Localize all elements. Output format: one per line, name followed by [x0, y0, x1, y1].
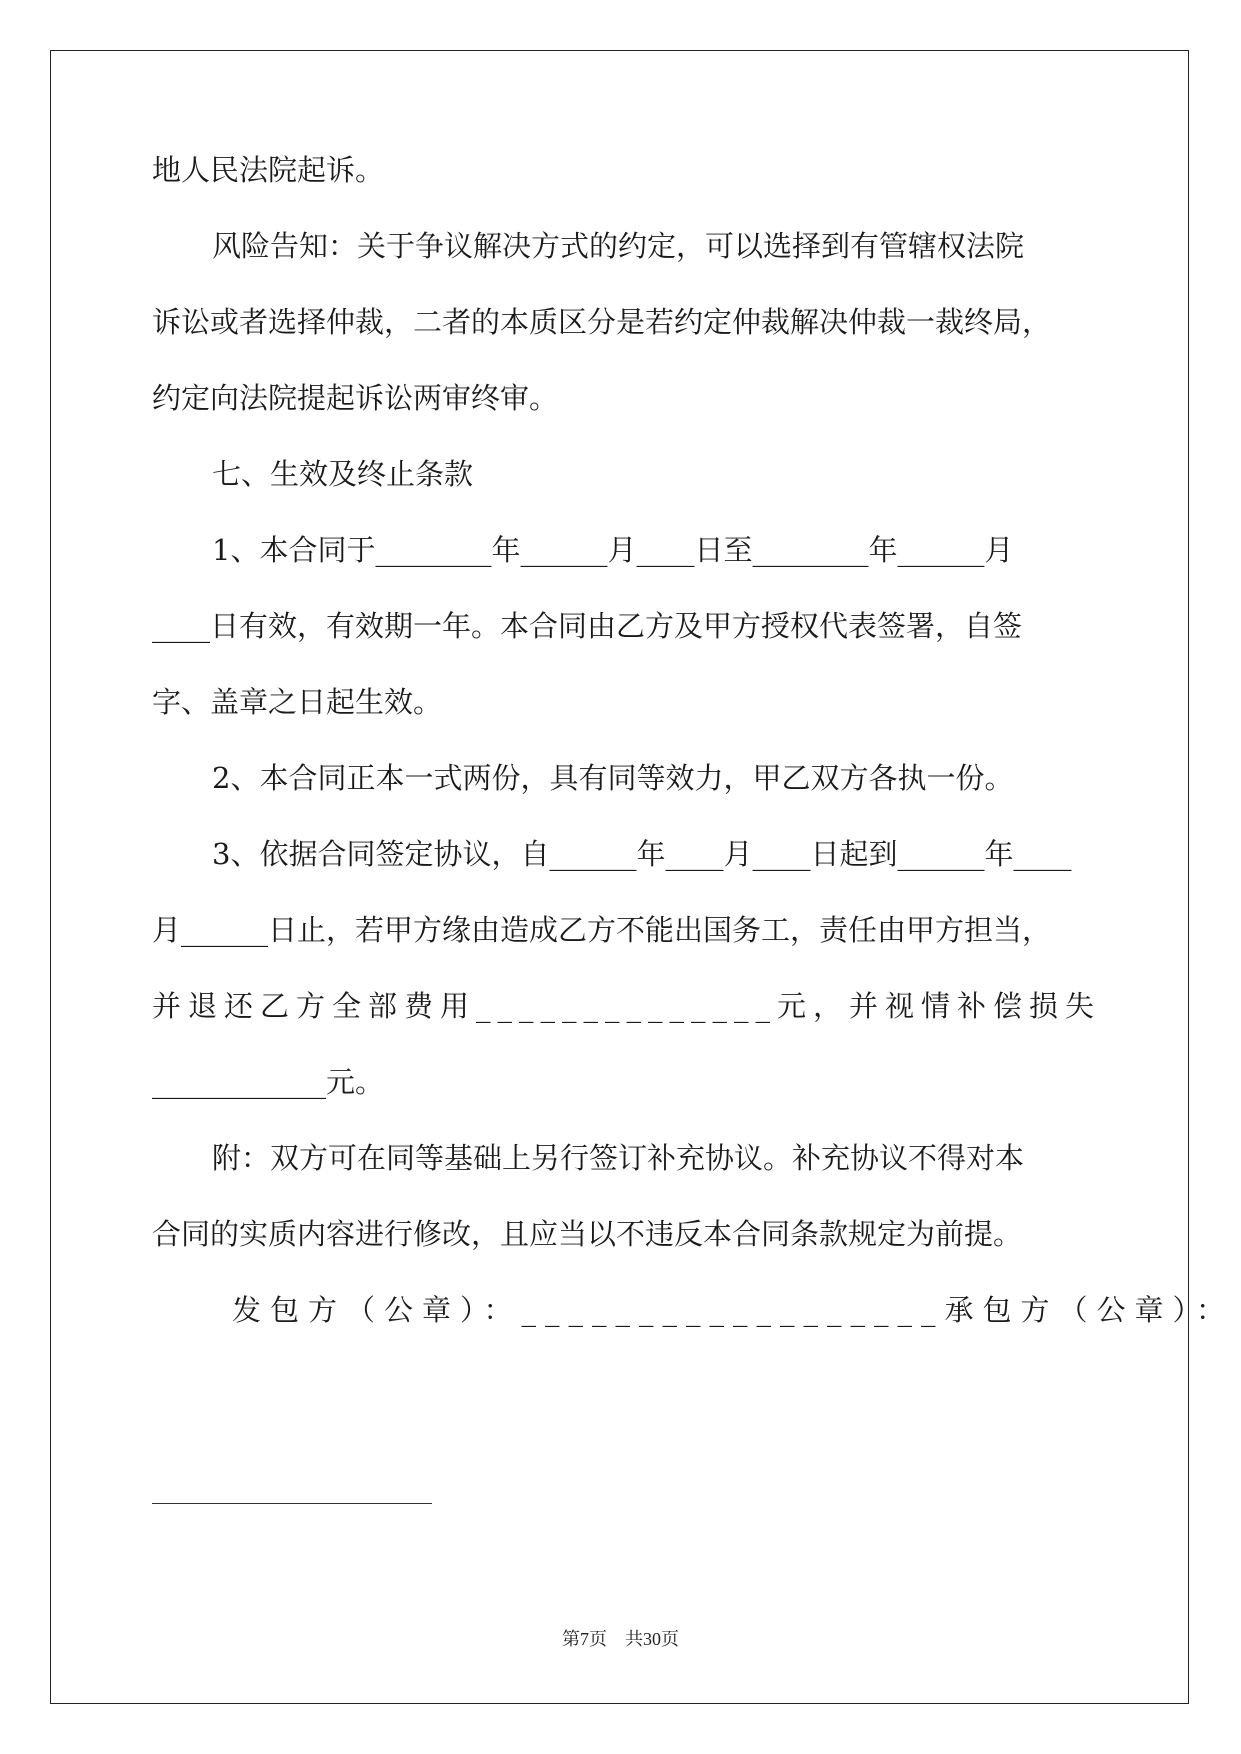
- text-line: 地人民法院起诉。: [152, 153, 385, 187]
- text-line: 附：双方可在同等基础上另行签订补充协议。补充协议不得对本: [212, 1141, 1025, 1175]
- text-line: 合同的实质内容进行修改，且应当以不违反本合同条款规定为前提。: [152, 1217, 1023, 1251]
- text-line: 1、本合同于________年______月____日至________年______月: [212, 533, 1014, 567]
- section-heading: 七、生效及终止条款: [212, 457, 474, 491]
- text-line: ____日有效，有效期一年。本合同由乙方及甲方授权代表签署，自签: [152, 609, 1023, 643]
- text-line: 诉讼或者选择仲裁，二者的本质区分是若约定仲裁解决仲裁一裁终局，: [152, 305, 1052, 339]
- text-line: ____________元。: [152, 1065, 385, 1099]
- text-line: 2、本合同正本一式两份，具有同等效力，甲乙双方各执一份。: [212, 761, 1014, 795]
- page-frame: [50, 50, 1189, 1704]
- text-line: 字、盖章之日起生效。: [152, 685, 443, 719]
- text-line: 约定向法院提起诉讼两审终审。: [152, 381, 559, 415]
- page-number: 第7页 共30页: [562, 1629, 679, 1649]
- signature-blank: [152, 1503, 432, 1504]
- signature-line: 发包方（公章）：__________________承包方（公章）：: [232, 1293, 1235, 1327]
- text-line: 风险告知：关于争议解决方式的约定，可以选择到有管辖权法院: [212, 229, 1025, 263]
- text-line: 3、依据合同签定协议，自______年____月____日起到______年____: [212, 837, 1072, 871]
- text-line: 并退还乙方全部费用______________元，并视情补偿损失: [152, 989, 1102, 1023]
- text-line: 月______日止，若甲方缘由造成乙方不能出国务工，责任由甲方担当，: [152, 913, 1052, 947]
